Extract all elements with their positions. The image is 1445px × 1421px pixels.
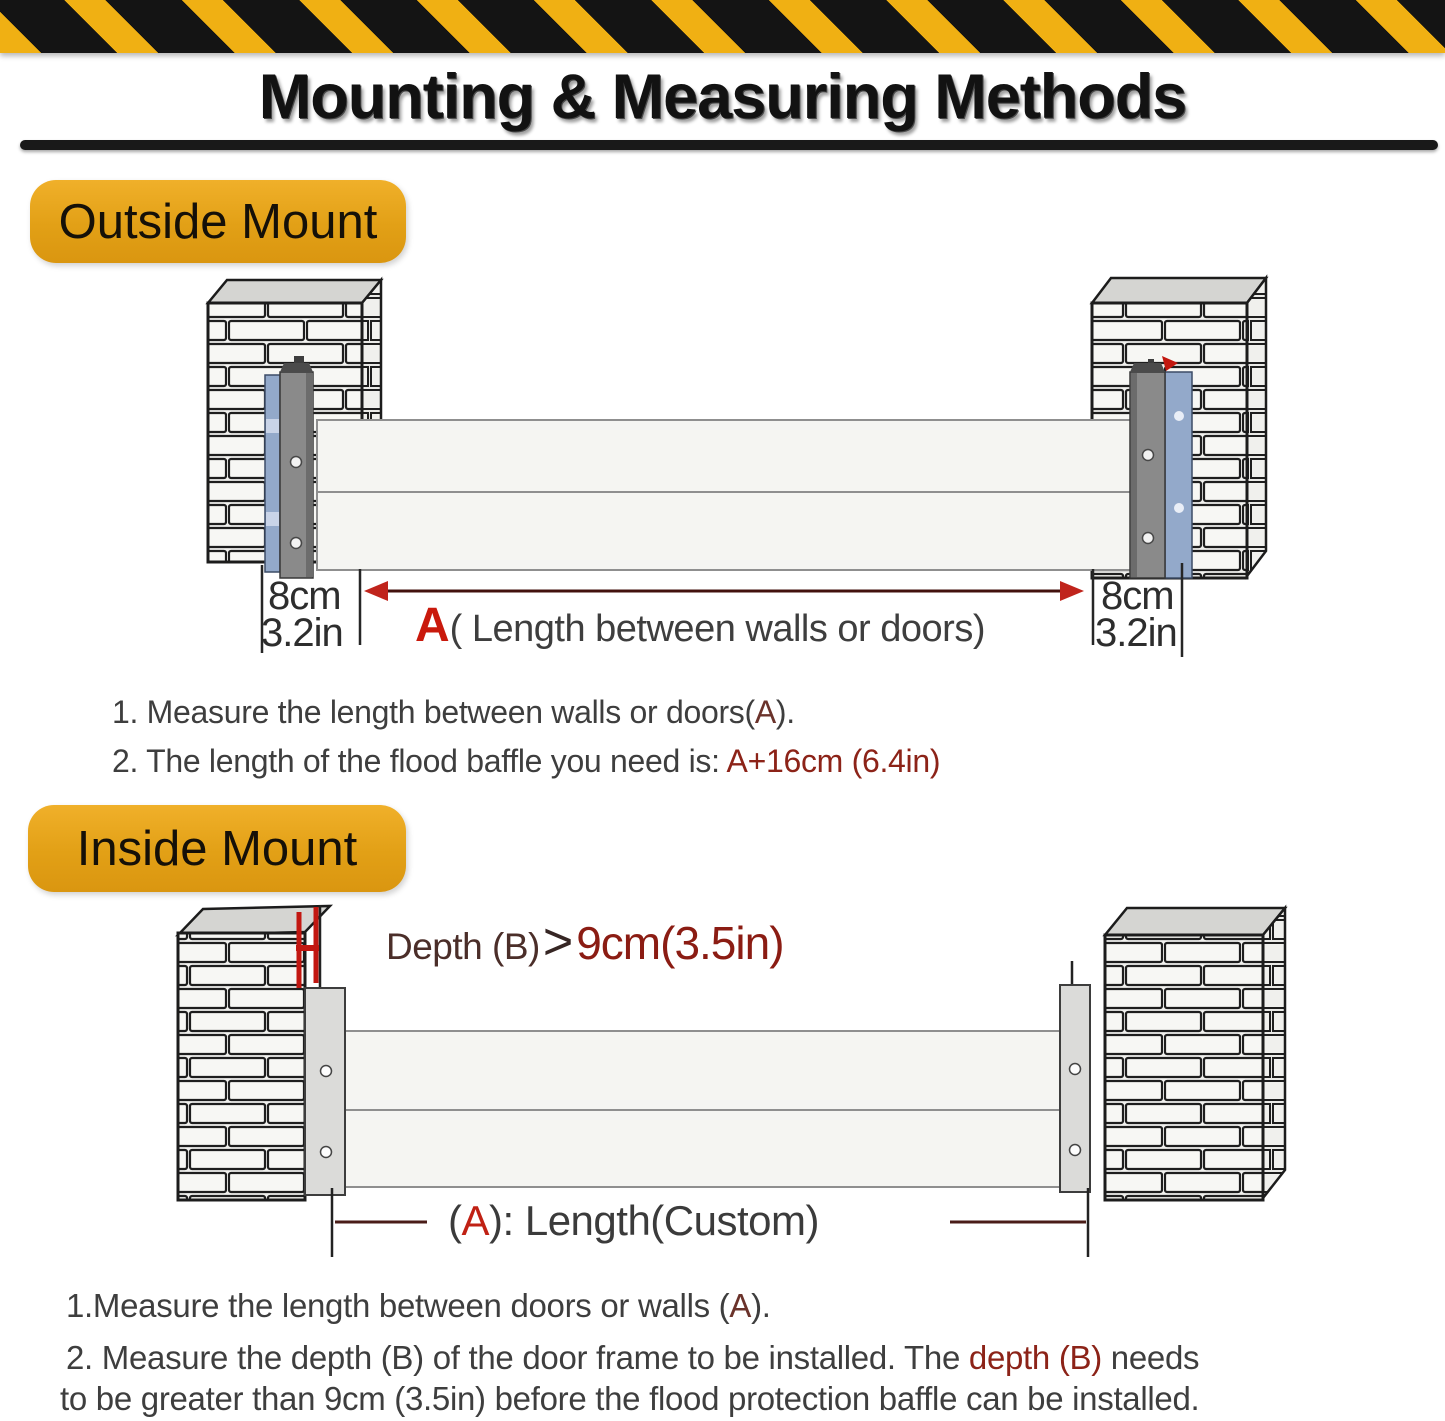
page-title: Mounting & Measuring Methods: [258, 62, 1187, 132]
arrowhead-right: [1060, 581, 1084, 601]
dimension-3.2in-left: 3.2in: [261, 611, 343, 655]
channel-bar-left: [305, 988, 345, 1195]
mounting-channel-right: [1165, 372, 1192, 578]
pillar-side-face: [1247, 278, 1266, 576]
inside-mount-badge-label: Inside Mount: [76, 821, 358, 876]
screw-hole: [1143, 533, 1154, 544]
screw-hole: [1070, 1064, 1081, 1075]
screw-hole: [291, 457, 302, 468]
outside-mount-badge: [30, 180, 406, 263]
greater-than-sign: >: [542, 913, 574, 971]
screw-hole: [1143, 450, 1154, 461]
barrier-panel-bottom: [345, 1110, 1060, 1187]
mounting-channel-left: [265, 375, 280, 572]
dimension-8cm-left: 8cm: [268, 574, 341, 618]
arrowhead-left: [364, 581, 388, 601]
inside-note-1: 1.Measure the length between doors or walls (A).: [66, 1287, 771, 1324]
screw-hole: [321, 1066, 332, 1077]
inside-mount-badge: [28, 805, 406, 892]
span-length-label-text: ( Length between walls or doors): [449, 608, 985, 650]
pillar-front-face: [1105, 935, 1263, 1200]
barrier-panel-top: [317, 420, 1133, 492]
pillar-side-face: [1263, 908, 1285, 1198]
span-length-label: [415, 598, 985, 653]
depth-label-value: 9cm(3.5in): [576, 917, 784, 969]
barrier-post-left: [280, 356, 313, 578]
length-custom-label: ( A ): Length(Custom): [448, 1197, 819, 1244]
screw-hole: [1070, 1145, 1081, 1156]
pillar-front-face: [178, 933, 305, 1200]
pillar-top-face: [208, 280, 381, 303]
screw-hole: [291, 538, 302, 549]
pillar-top-face: [1105, 908, 1285, 935]
outside-note-1: 1. Measure the length between walls or doors(A).: [112, 694, 795, 730]
flood-barrier-panels: [317, 420, 1133, 570]
depth-label: [386, 912, 784, 972]
pillar-top-face: [178, 906, 330, 935]
channel-bar-right: [1060, 961, 1090, 1192]
dimension-3.2in-right: 3.2in: [1095, 611, 1177, 655]
inside-right-pillar: [1105, 908, 1285, 1200]
pillar-top-face: [1092, 278, 1266, 303]
barrier-panel-bottom: [317, 492, 1133, 570]
depth-label-text: Depth (B): [386, 926, 540, 967]
inside-note-2: 2. Measure the depth (B) of the door frame to be installed. The depth (B) needs: [66, 1339, 1200, 1376]
barrier-panel-top: [345, 1031, 1060, 1110]
span-length-label-a: A: [415, 599, 450, 652]
outside-note-2: 2. The length of the flood baffle you need is: A+16cm (6.4in): [112, 743, 941, 779]
title-divider: [20, 140, 1438, 150]
dimension-8cm-right: 8cm: [1101, 574, 1174, 618]
flood-barrier-panels: [345, 1031, 1060, 1187]
hazard-tape-banner: [0, 0, 1445, 53]
screw-hole: [321, 1147, 332, 1158]
inside-note-3: to be greater than 9cm (3.5in) before the flood protection baffle can be installed.: [60, 1380, 1200, 1417]
outside-mount-badge-label: Outside Mount: [58, 194, 378, 249]
